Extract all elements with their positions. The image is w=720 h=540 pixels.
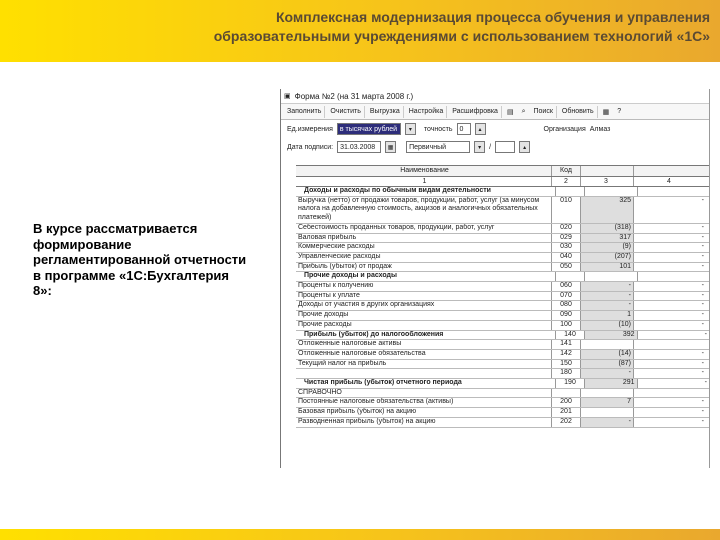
table-row[interactable] — [296, 224, 709, 234]
col-number: 4 — [667, 178, 671, 185]
cell-code: 060 — [552, 282, 581, 291]
cell-name: Доходы от участия в других организациях — [296, 301, 552, 310]
cell-v2: - — [704, 379, 707, 387]
cell-code: 070 — [552, 292, 581, 301]
cell-v2: - — [701, 282, 704, 290]
org-value: Алмаз — [589, 125, 611, 133]
table-row[interactable] — [296, 331, 709, 341]
cell-v1: - — [581, 418, 634, 427]
cell-code: 029 — [552, 234, 581, 243]
cell-name: Доходы и расходы по обычным видам деятельности — [296, 187, 556, 196]
table-row[interactable] — [296, 350, 709, 360]
cell-v2: - — [701, 233, 704, 241]
upload-button[interactable]: Выгрузка — [367, 106, 404, 118]
table-row[interactable] — [296, 360, 709, 370]
cell-v1: - — [581, 282, 634, 291]
cell-name: Отложенные налоговые активы — [296, 340, 552, 349]
report-table — [296, 165, 709, 428]
fill-button[interactable]: Заполнить — [284, 106, 325, 118]
cell-name: Прибыль (убыток) от продаж — [296, 263, 552, 272]
col-4-header — [634, 166, 706, 176]
table-row[interactable] — [296, 321, 709, 331]
cell-code: 050 — [552, 263, 581, 272]
cell-v2: - — [701, 252, 704, 260]
cell-v1: 325 — [581, 197, 634, 223]
clear-button[interactable]: Очистить — [327, 106, 364, 118]
table-row[interactable] — [296, 418, 709, 428]
table-row[interactable] — [296, 234, 709, 244]
cell-code — [556, 272, 585, 281]
cell-code: 190 — [556, 379, 585, 388]
cell-code: 080 — [552, 301, 581, 310]
cell-v1 — [581, 408, 634, 417]
cell-v2: - — [701, 359, 704, 367]
cell-name: Валовая прибыль — [296, 234, 552, 243]
cell-v2: - — [701, 301, 704, 309]
spinner-icon[interactable]: ▴ — [475, 123, 486, 135]
cell-name: Прочие расходы — [296, 321, 552, 330]
cell-name: Прибыль (убыток) до налогообложения — [296, 331, 556, 340]
search-button[interactable]: Поиск — [531, 106, 557, 118]
cell-v1: 317 — [581, 234, 634, 243]
cell-name: Постоянные налоговые обязательства (активы) — [296, 398, 552, 407]
slash-text: / — [489, 143, 492, 151]
cell-code: 100 — [552, 321, 581, 330]
col-number: 2 — [552, 177, 581, 186]
refresh-button[interactable]: Обновить — [559, 106, 598, 118]
precision-label: точность — [423, 125, 453, 133]
help-icon[interactable]: ? — [617, 108, 622, 115]
cell-v1 — [585, 272, 638, 281]
settings-button[interactable]: Настройка — [406, 106, 447, 118]
window-titlebar — [281, 89, 709, 104]
table-row[interactable] — [296, 408, 709, 418]
cell-name: Коммерческие расходы — [296, 243, 552, 252]
cell-v2: - — [704, 330, 707, 338]
cell-v1: (14) — [581, 350, 634, 359]
units-row — [281, 120, 709, 138]
cell-code: 150 — [552, 360, 581, 369]
cell-code: 020 — [552, 224, 581, 233]
header-banner — [0, 0, 720, 62]
table-row[interactable] — [296, 263, 709, 273]
decode-button[interactable]: Расшифровка — [449, 106, 502, 118]
print-icon[interactable]: ▤ — [506, 108, 514, 116]
cell-name: Управленческие расходы — [296, 253, 552, 262]
cell-v2 — [638, 187, 709, 196]
cell-v1 — [581, 340, 634, 349]
cell-code: 090 — [552, 311, 581, 320]
cell-code: 202 — [552, 418, 581, 427]
cell-v2: - — [701, 408, 704, 416]
cell-code: 200 — [552, 398, 581, 407]
table-row[interactable] — [296, 379, 709, 389]
cell-name: Отложенные налоговые обязательства — [296, 350, 552, 359]
table-row[interactable] — [296, 253, 709, 263]
slide-title: Комплексная модернизация процесса обучения и управления образовательными учреждениями с использованием технологий «1С» — [213, 9, 710, 44]
table-row[interactable] — [296, 282, 709, 292]
cell-name: Разводненная прибыль (убыток) на акцию — [296, 418, 552, 427]
cell-code: 040 — [552, 253, 581, 262]
save-icon[interactable]: ▦ — [602, 108, 610, 116]
cell-code: 142 — [552, 350, 581, 359]
col-name-header: Наименование — [296, 166, 552, 176]
cell-name: Прочие доходы и расходы — [296, 272, 556, 281]
table-row[interactable] — [296, 187, 709, 197]
cell-v1: 291 — [585, 379, 638, 388]
cell-v1: (318) — [581, 224, 634, 233]
search-icon[interactable]: ⌕ — [521, 107, 526, 115]
window-title: Форма №2 (на 31 марта 2008 г.) — [294, 91, 414, 101]
chevron-down-icon[interactable]: ▾ — [474, 141, 485, 153]
cell-v1: - — [581, 292, 634, 301]
cell-v2 — [634, 389, 706, 398]
toolbar — [281, 104, 709, 120]
cell-v1 — [585, 187, 638, 196]
table-row[interactable] — [296, 389, 709, 399]
cell-v1: 7 — [581, 398, 634, 407]
col-code-header: Код — [552, 166, 581, 176]
cell-name: Выручка (нетто) от продажи товаров, продукции, работ, услуг (за минусом налога на добавленную стоимость, акцизов и аналогичных обязательных платежей) — [296, 197, 552, 223]
cell-code — [556, 187, 585, 196]
cell-v2: - — [701, 262, 704, 270]
cell-code: 141 — [552, 340, 581, 349]
cell-v2 — [634, 340, 706, 349]
cell-name — [296, 369, 552, 378]
table-subheader — [296, 177, 709, 187]
date-row — [281, 138, 709, 156]
cell-v1: - — [581, 301, 634, 310]
cell-name: Себестоимость проданных товаров, продукции, работ, услуг — [296, 224, 552, 233]
cell-name: Текущий налог на прибыль — [296, 360, 552, 369]
cell-code: 180 — [552, 369, 581, 378]
table-row[interactable] — [296, 340, 709, 350]
cell-v2: - — [701, 291, 704, 299]
cell-code: 010 — [552, 197, 581, 223]
table-header — [296, 165, 709, 177]
cell-v2: - — [701, 349, 704, 357]
col-3-header — [581, 166, 634, 176]
cell-v1: (10) — [581, 321, 634, 330]
precision-input[interactable]: 0 — [457, 123, 471, 135]
report-window — [280, 89, 710, 468]
chevron-down-icon[interactable]: ▾ — [405, 123, 416, 135]
date-label: Дата подписи: — [287, 143, 334, 151]
table-row[interactable] — [296, 197, 709, 224]
form-icon: ▣ — [284, 93, 291, 100]
cell-v2: - — [701, 311, 704, 319]
cell-v1: - — [581, 369, 634, 378]
col-number: 1 — [296, 177, 552, 186]
cell-v1: 1 — [581, 311, 634, 320]
version-input[interactable] — [495, 141, 515, 153]
units-label: Ед.измерения — [287, 125, 333, 133]
cell-v2 — [638, 272, 709, 281]
cell-v2: - — [701, 398, 704, 406]
table-row[interactable] — [296, 243, 709, 253]
cell-v1: 101 — [581, 263, 634, 272]
cell-v1: (9) — [581, 243, 634, 252]
table-row[interactable] — [296, 301, 709, 311]
cell-v1: 392 — [585, 331, 638, 340]
table-row[interactable] — [296, 292, 709, 302]
col-number: 3 — [581, 177, 634, 186]
table-row[interactable] — [296, 311, 709, 321]
cell-v2: - — [701, 320, 704, 328]
cell-code: 030 — [552, 243, 581, 252]
spinner-icon[interactable]: ▴ — [519, 141, 530, 153]
date-input[interactable]: 31.03.2008 — [337, 141, 381, 153]
units-select[interactable]: в тысячах рублей — [337, 123, 401, 135]
cell-name: Проценты к уплате — [296, 292, 552, 301]
cell-v1 — [581, 389, 634, 398]
table-body — [296, 187, 709, 428]
cell-name: Базовая прибыль (убыток) на акцию — [296, 408, 552, 417]
cell-v2: - — [701, 196, 704, 204]
cell-v1: (207) — [581, 253, 634, 262]
cell-code — [552, 389, 581, 398]
cell-v2: - — [701, 243, 704, 251]
table-row[interactable] — [296, 398, 709, 408]
cell-v2: - — [701, 223, 704, 231]
footer-strip — [0, 529, 720, 540]
cell-code: 201 — [552, 408, 581, 417]
cell-name: СПРАВОЧНО — [296, 389, 552, 398]
table-row[interactable] — [296, 272, 709, 282]
cell-name: Прочие доходы — [296, 311, 552, 320]
cell-name: Проценты к получению — [296, 282, 552, 291]
cell-v2: - — [701, 417, 704, 425]
org-label: Организация — [543, 125, 586, 133]
cell-code: 140 — [556, 331, 585, 340]
cell-v2: - — [701, 369, 704, 377]
calendar-icon[interactable]: ▦ — [385, 141, 396, 153]
slide-caption: В курсе рассматривается формирование регламентированной отчетности в программе «1С:Бухгалтерия 8»: — [33, 221, 247, 298]
cell-name: Чистая прибыль (убыток) отчетного периода — [296, 379, 556, 388]
cell-v1: (87) — [581, 360, 634, 369]
table-row[interactable] — [296, 369, 709, 379]
type-select[interactable]: Первичный — [406, 141, 470, 153]
